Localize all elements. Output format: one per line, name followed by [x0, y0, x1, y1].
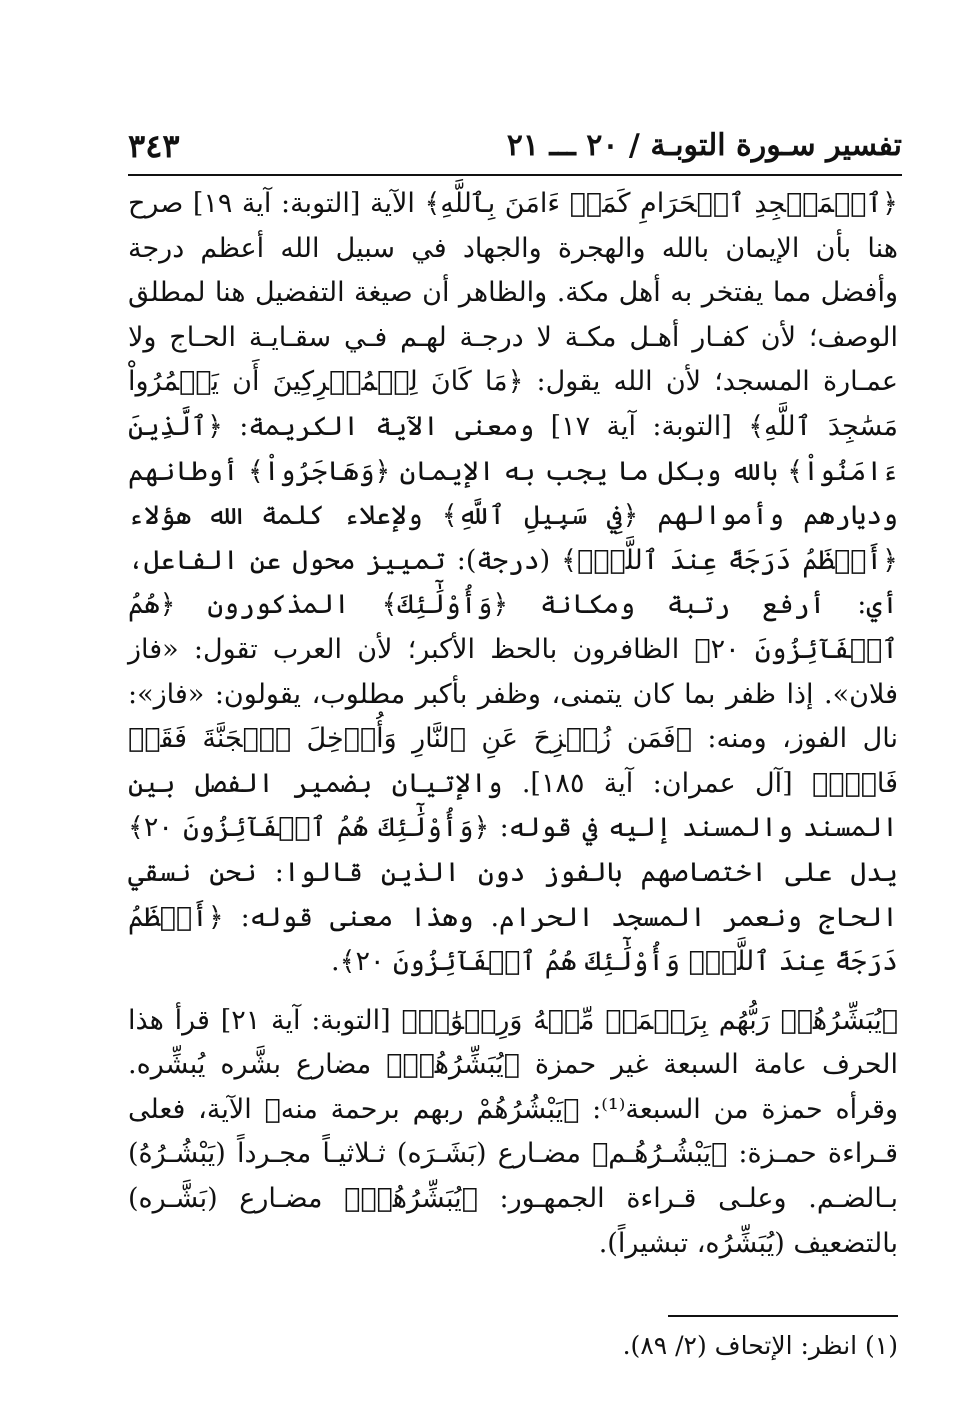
- page-header: [128, 126, 902, 174]
- main-text: [128, 182, 898, 1266]
- footnote: (١) انظر: الإتحاف (٢/ ٨٩).: [622, 1331, 898, 1360]
- running-title: تفسير سـورة التوبـة / ٢٠ ـــ ٢١: [506, 128, 902, 163]
- footnote-divider: [668, 1315, 898, 1317]
- paragraph-1: ﴿ٱلۡمَسۡجِدِ ٱلۡحَرَامِ كَمَنۡ ءَامَنَ بِٱللَّهِ﴾ الآية [التوبة: آية ١٩] صرح هنا بأن الإيمان بالله والهجرة والجهاد في سبيل الله أعظم درجة وأفضل مما يفتخر به أهل مكة. والظاهر أن صيغة التفضيل هنا لمطلق الوصف؛ لأن كفـار أهـل مكـة لا درجـة لهـم فـي سقـايـة الحـاج ولا عمـارة المسجد؛ لأن الله يقول: ﴿مَا كَانَ لِلۡمُشۡرِكِينَ أَن يَعۡمُرُواْ مَسَٰجِدَ ٱللَّهِ﴾ [التوبة: آية ١٧] ومعنى الآية الكريمة: ﴿ٱلَّذِينَ ءَامَنُواْ﴾ بالله وبكل ما يجب به الإيمان ﴿وَهَاجَرُواْ﴾ أوطانهم وديارهم وأموالهم ﴿فِي سَبِيلِ ٱللَّهِ﴾ ولإعلاء كلمة الله هؤلاء ﴿أَعۡظَمُ دَرَجَةً عِندَ ٱللَّهِۚ﴾ (درجة): تمييز محول عن الفاعل، أي: أرفع رتبة ومكانة ﴿وَأُوْلَٰٓئِكَ﴾ المذكورون ﴿هُمُ ٱلۡفَآئِزُونَ ٢٠﴾ الظافرون بالحظ الأكبر؛ لأن العرب تقول: «فاز فلان». إذا ظفر بما كان يتمنى، وظفر بأكبر مطلوب، يقولون: «فاز»: نال الفوز، ومنه: ﴿فَمَن زُحۡزِحَ عَنِ ٱلنَّارِ وَأُدۡخِلَ ٱلۡجَنَّةَ فَقَدۡ فَازَۗ﴾ [آل عمران: آية ١٨٥]. والإتيان بضمير الفصل بين المسند والمسند إليه في قوله: ﴿وَأُوْلَٰٓئِكَ هُمُ ٱلۡفَآئِزُونَ ٢٠﴾ يدل على اختصاصهم بالفوز دون الذين قالوا: نحن نسقي الحاج ونعمر المسجد الحرام. وهذا معنى قوله: ﴿أَعۡظَمُ دَرَجَةً عِندَ ٱللَّهِۚ وَأُوْلَٰٓئِكَ هُمُ ٱلۡفَآئِزُونَ ٢٠﴾.: [128, 188, 899, 978]
- header-divider: [128, 174, 902, 176]
- page-number: ٣٤٣: [128, 127, 180, 165]
- paragraph-2: ﴿يُبَشِّرُهُمۡ رَبُّهُم بِرَحۡمَةٖ مِّنۡهُ وَرِضۡوَٰنٖ﴾ [التوبة: آية ٢١] قرأ هذا الحرف عامة السبعة غير حمزة ﴿يُبَشِّرُهُمۡ﴾ مضارع بشَّره يُبشِّره. وقرأه حمزة من السبعة⁽¹⁾: ﴿يَبْشُرُهُمْ ربهم برحمة منه﴾ الآية، فعلى قـراءة حمـزة: ﴿يَبْشُـرُهُـم﴾ مضـارع (بَشَـرَه) ثـلاثيـاً مجـرداً (يَبْشُـرُهُ) بـالضـم. وعلـى قـراءة الجمهـور: ﴿يُبَشِّرُهُمۡ﴾ مضـارع (بَشَّـره) بالتضعيف (يُبَشِّرُه، تبشيراً).: [128, 1004, 899, 1259]
